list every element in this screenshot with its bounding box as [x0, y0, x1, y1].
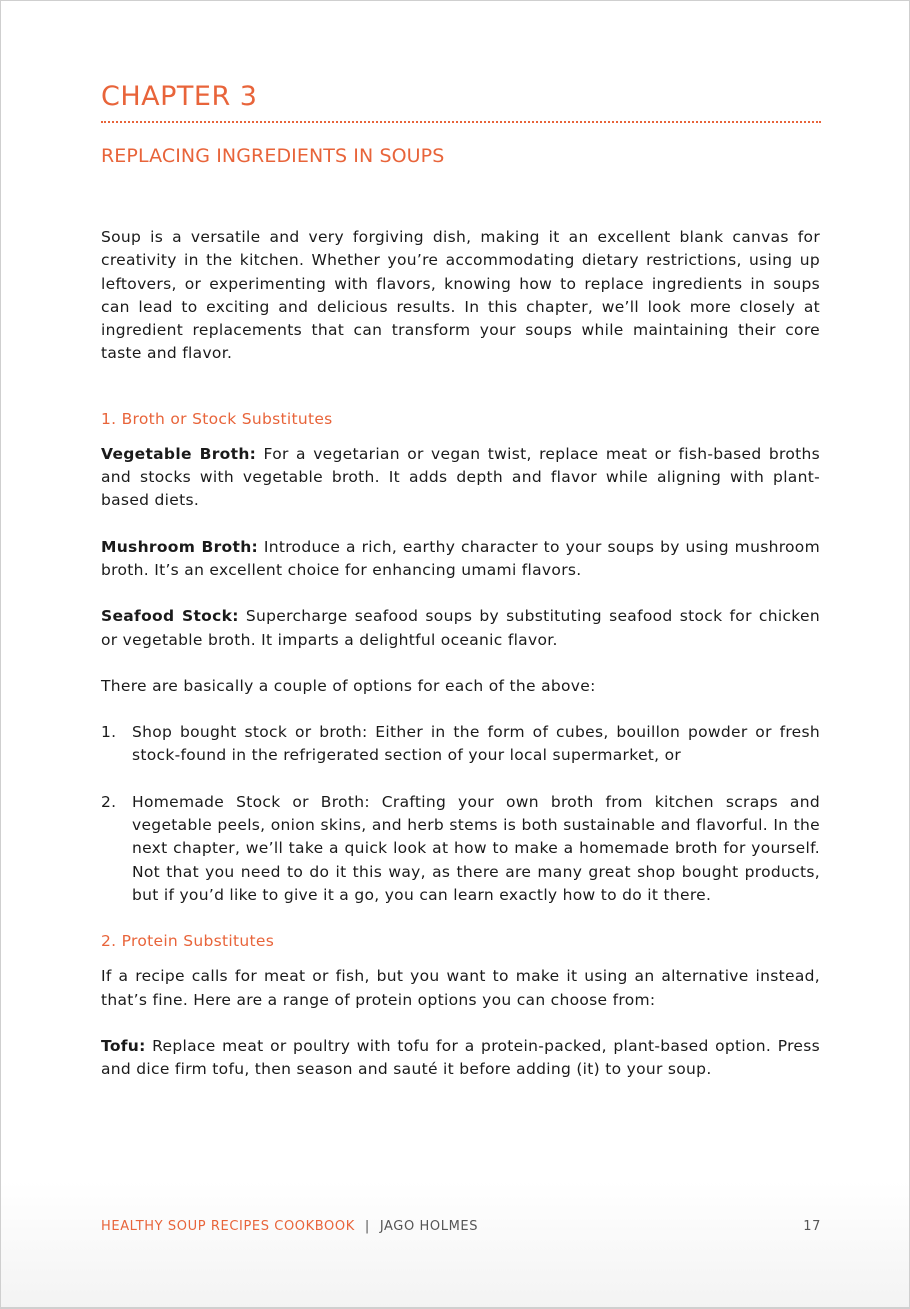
desc-tofu: Replace meat or poultry with tofu for a protein-packed, plant-based option. Press and dice firm tofu, then season and sauté it before adding (it) to your soup.: [101, 1036, 820, 1079]
desc-vegetable-broth: For a vegetarian or vegan twist, replace meat or fish-based broths and stocks with vegetable broth. It adds depth and flavor while aligning with plant-based diets.: [101, 444, 820, 510]
page-footer: [101, 1219, 821, 1237]
section-heading-protein: 2. Protein Substitutes: [101, 932, 275, 951]
chapter-label: CHAPTER 3: [101, 81, 258, 112]
page-number: 17: [803, 1219, 821, 1234]
list-item-text: Homemade Stock or Broth: Crafting your own broth from kitchen scraps and vegetable peels, onion skins, and herb stems is both sustainable and flavorful. In the next chapter, we’ll take a quick look at how to make a homemade broth for yourself. Not that you need to do it this way, as there are many great shop bought products, but if you’d like to give it a go, you can learn exactly how to do it there.: [132, 792, 820, 904]
chapter-title: REPLACING INGREDIENTS IN SOUPS: [101, 145, 445, 167]
term-mushroom-broth: Mushroom Broth:: [101, 537, 259, 556]
term-seafood-stock: Seafood Stock:: [101, 607, 239, 626]
desc-seafood-stock: Supercharge seafood soups by substituting seafood stock for chicken or vegetable broth. It imparts a delightful oceanic flavor.: [101, 607, 820, 649]
list-item: [101, 791, 820, 907]
options-list: [101, 721, 820, 907]
paragraph-mushroom-broth: [101, 536, 820, 583]
footer-separator: |: [364, 1219, 370, 1234]
list-item: [101, 721, 820, 768]
footer-book-title: HEALTHY SOUP RECIPES COOKBOOK: [101, 1219, 355, 1234]
options-intro-paragraph: There are basically a couple of options for each of the above:: [101, 676, 596, 695]
intro-paragraph: Soup is a versatile and very forgiving dish, making it an excellent blank canvas for creativity in the kitchen. Whether you’re accommodating dietary restrictions, using up leftovers, or experimenting with flavors, knowing how to replace ingredients in soups can lead to exciting and delicious results. In this chapter, we’ll look more closely at ingredient replacements that can transform your soups while maintaining their core taste and flavor.: [101, 228, 820, 363]
paragraph-vegetable-broth: [101, 443, 820, 513]
document-page: [1, 1, 909, 1307]
desc-mushroom-broth: Introduce a rich, earthy character to your soups by using mushroom broth. It’s an excellent choice for enhancing umami flavors.: [101, 537, 820, 579]
list-item-text: Shop bought stock or broth: Either in the form of cubes, bouillon powder or fresh stock-found in the refrigerated section of your local supermarket, or: [132, 723, 820, 765]
chapter-body: [101, 226, 820, 1104]
paragraph-tofu: [101, 1035, 820, 1082]
dotted-divider: [101, 121, 821, 123]
section-heading-broth: 1. Broth or Stock Substitutes: [101, 409, 333, 428]
term-vegetable-broth: Vegetable Broth:: [101, 444, 257, 463]
protein-intro-paragraph: If a recipe calls for meat or fish, but you want to make it using an alternative instead, that’s fine. Here are a range of protein options you can choose from:: [101, 967, 820, 1009]
paragraph-seafood-stock: [101, 605, 820, 652]
list-number: 2.: [101, 792, 117, 811]
list-number: 1.: [101, 723, 117, 742]
footer-author: JAGO HOLMES: [379, 1219, 479, 1234]
term-tofu: Tofu:: [101, 1036, 146, 1055]
